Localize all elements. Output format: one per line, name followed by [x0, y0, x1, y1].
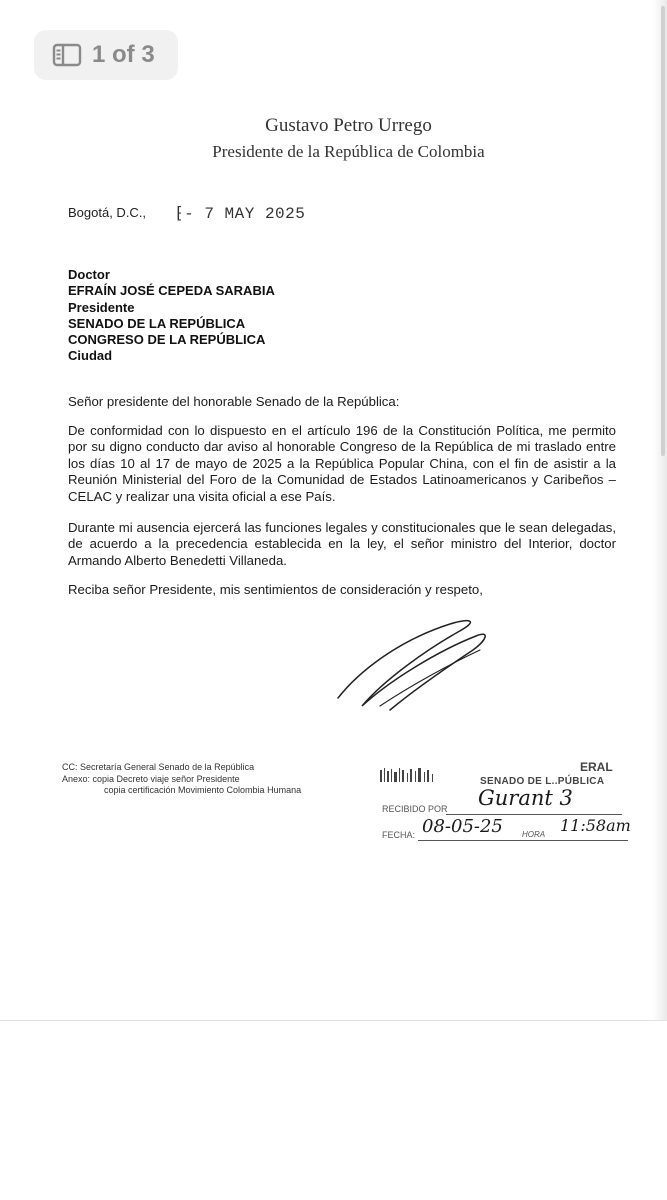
addressee-institution: SENADO DE LA REPÚBLICA [68, 315, 246, 331]
page-indicator[interactable] [34, 30, 178, 80]
stamp-header: ERAL [580, 760, 613, 774]
addressee-position: Presidente [68, 299, 135, 315]
addressee-block [68, 267, 275, 365]
stamp-barcode [380, 768, 440, 782]
page-bottom-edge [0, 1020, 667, 1021]
letterhead-title: Presidente de la República de Colombia [212, 142, 485, 161]
date-city: Bogotá, D.C., [68, 205, 147, 220]
scrollbar-thumb[interactable] [661, 6, 665, 456]
letter-paragraph-1: De conformidad con lo dispuesto en el artículo 196 de la Constitución Política, me permito por su digno conducto dar aviso al honorable Congreso de la República de mi traslado entre los días 10 al 17 de mayo de 2025 a la República Popular China, con el fin de asistir a la Reunión Ministerial del Foro de la Comunidad de Estados Latinoamericanos y Caribeños – CELAC y realizar una visita oficial a ese País. [68, 423, 616, 504]
sidebar-icon [52, 43, 82, 67]
stamp-rule [446, 814, 622, 815]
letter-paragraph-2: Durante mi ausencia ejercerá las funciones legales y constitucionales que le sean delegadas, de acuerdo a la precedencia establecida en la ley, el señor ministro del Interior, doctor Armando Alberto Benedetti Villaneda. [68, 520, 616, 568]
stamp-time-value: 11:58am [560, 816, 631, 835]
stamp-date-label: FECHA: [382, 830, 416, 840]
date-stamp: ⁅- 7 MAY 2025 [174, 205, 306, 223]
handwritten-signature [330, 610, 510, 720]
addressee-body: CONGRESO DE LA REPÚBLICA [68, 332, 266, 348]
stamp-received-by: Gurant 3 [478, 786, 573, 810]
letter-greeting: Señor presidente del honorable Senado de la República: [68, 394, 400, 409]
annex-line-2: copia certificación Movimiento Colombia Humana [104, 785, 302, 795]
cc-annex-notes [62, 762, 301, 797]
addressee-city: Ciudad [68, 348, 113, 364]
addressee-salutation: Doctor [68, 267, 110, 282]
stamp-senate: SENADO DE L..PÚBLICA [480, 776, 605, 787]
annex-line-1: Anexo: copia Decreto viaje señor Presidente [62, 773, 240, 784]
letterhead-name: Gustavo Petro Urrego [265, 115, 432, 136]
stamp-date-value: 08-05-25 [422, 816, 503, 837]
stamp-received-label: RECIBIDO POR [382, 804, 448, 814]
page-indicator-label: 1 of 3 [92, 41, 155, 68]
reception-stamp [378, 756, 638, 846]
cc-line: CC: Secretaría General Senado de la República [62, 762, 255, 772]
stamp-rule [418, 840, 628, 841]
addressee-name: EFRAÍN JOSÉ CEPEDA SARABIA [68, 283, 275, 299]
letter-closing: Reciba señor Presidente, mis sentimientos de consideración y respeto, [68, 582, 483, 597]
stamp-time-label: HORA [522, 830, 546, 839]
